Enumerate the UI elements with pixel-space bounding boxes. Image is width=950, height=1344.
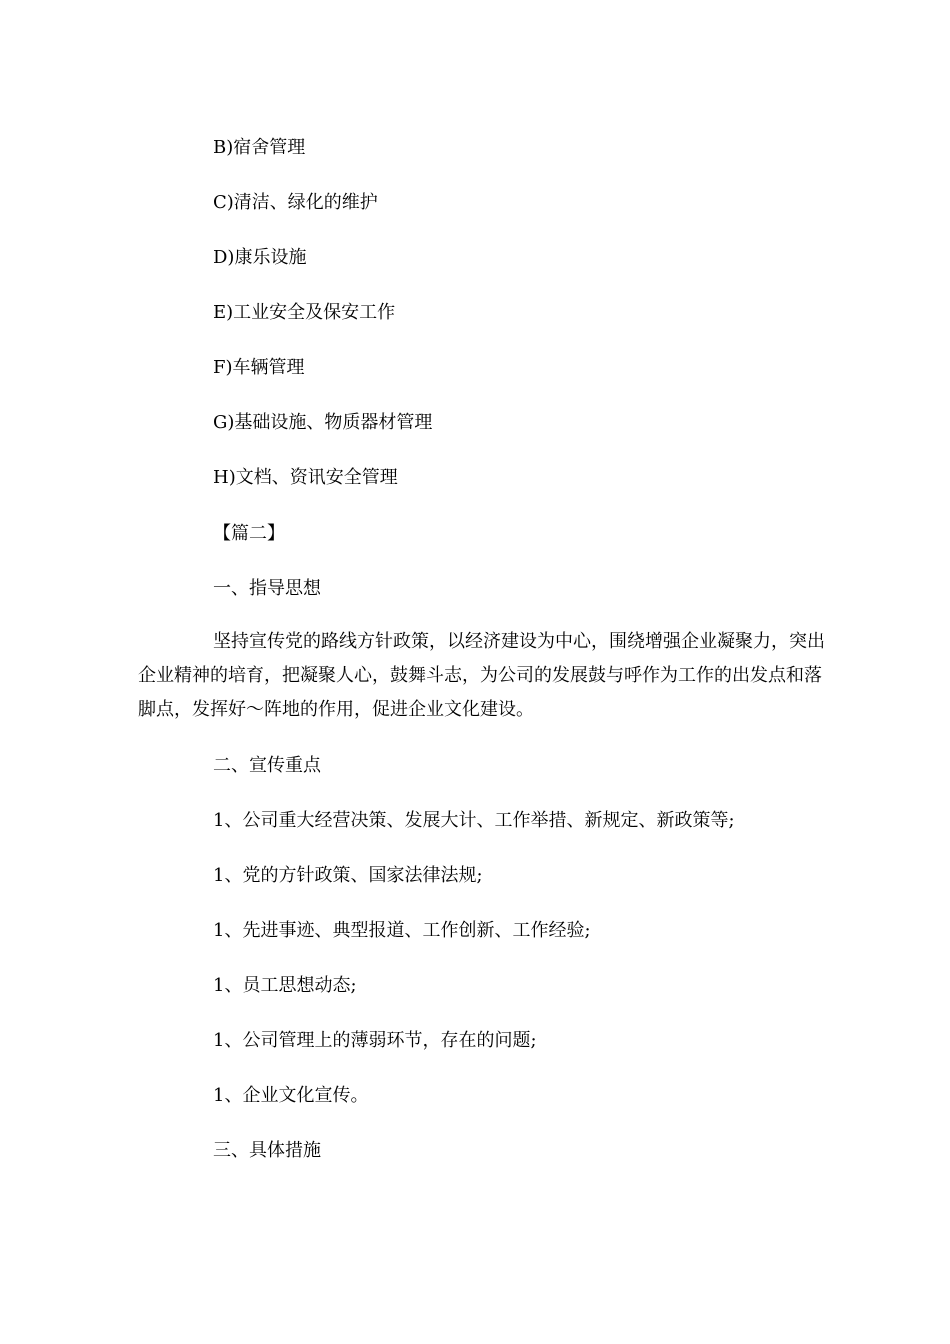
list-item: B)宿舍管理 — [213, 137, 306, 158]
list-item: G)基础设施、物质器材管理 — [213, 412, 433, 433]
focus-item: 1、先进事迹、典型报道、工作创新、工作经验; — [213, 920, 591, 941]
paragraph-guiding-ideology: 坚持宣传党的路线方针政策，以经济建设为中心，围绕增强企业凝聚力，突出企业精神的培育，把凝聚人心，鼓舞斗志，为公司的发展鼓与呼作为工作的出发点和落脚点，发挥好～阵地的作用，促进企业文化建设。 — [138, 631, 825, 720]
list-item: H)文档、资讯安全管理 — [213, 467, 398, 488]
heading-publicity-focus: 二、宣传重点 — [213, 755, 321, 776]
heading-guiding-ideology: 一、指导思想 — [213, 578, 321, 599]
focus-item: 1、公司重大经营决策、发展大计、工作举措、新规定、新政策等; — [213, 810, 735, 831]
list-item: D)康乐设施 — [213, 247, 307, 268]
section-title: 【篇二】 — [213, 523, 285, 544]
list-item: C)清洁、绿化的维护 — [213, 192, 378, 213]
focus-item: 1、公司管理上的薄弱环节，存在的问题; — [213, 1030, 537, 1051]
focus-item: 1、企业文化宣传。 — [213, 1085, 369, 1106]
heading-specific-measures: 三、具体措施 — [213, 1140, 321, 1161]
focus-item: 1、党的方针政策、国家法律法规; — [213, 865, 483, 886]
list-item: F)车辆管理 — [213, 357, 305, 378]
list-item: E)工业安全及保安工作 — [213, 302, 396, 323]
focus-item: 1、员工思想动态; — [213, 975, 357, 996]
